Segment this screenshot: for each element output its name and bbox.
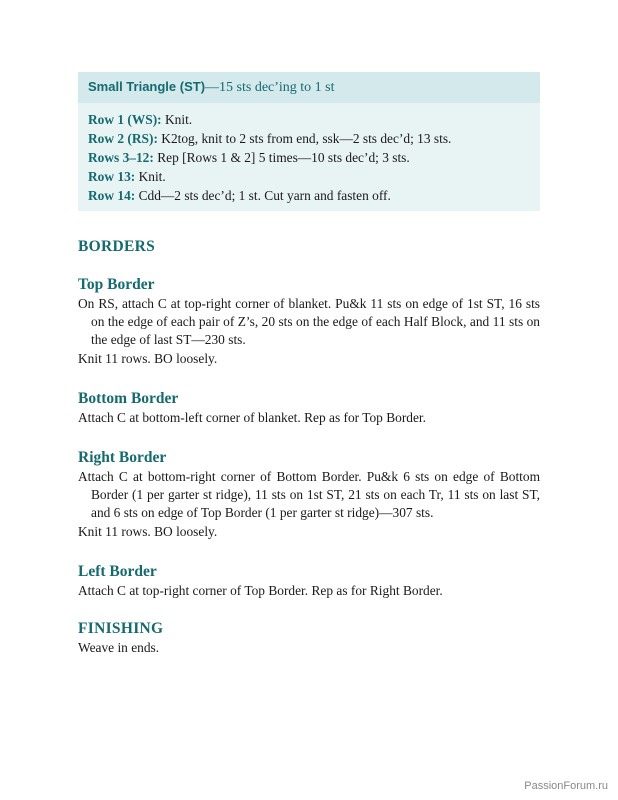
watermark: PassionForum.ru bbox=[524, 780, 608, 792]
bottom-border-heading: Bottom Border bbox=[78, 389, 179, 407]
row-13 bbox=[88, 167, 530, 186]
top-border-instructions: On RS, attach C at top-right corner of blanket. Pu&k 11 sts on edge of 1st ST, 16 sts on the edge of each pair of Z’s, 20 sts on the edge of each Half Block, and 11 sts on the edge of last ST—230 sts. bbox=[78, 296, 540, 348]
row-text: Rep [Rows 1 & 2] 5 times—10 sts dec’d; 3 sts. bbox=[153, 150, 410, 165]
pattern-content bbox=[78, 72, 540, 657]
right-border-heading: Right Border bbox=[78, 449, 167, 467]
right-border-instructions: Attach C at bottom-right corner of Bottom Border. Pu&k 6 sts on edge of Bottom Border (1 per garter st ridge), 11 sts on 1st ST, 21 sts on each Tr, 11 sts on last ST, and 6 sts on edge of Top Border (1 per garter st ridge)—307 sts. bbox=[78, 469, 540, 521]
top-border-finish: Knit 11 rows. BO loosely. bbox=[78, 350, 218, 366]
rows-3-12 bbox=[88, 148, 530, 167]
small-triangle-box bbox=[78, 72, 540, 211]
small-triangle-header bbox=[78, 72, 540, 103]
bottom-border-instructions: Attach C at bottom-left corner of blanket. Rep as for Top Border. bbox=[78, 409, 426, 425]
row-text: K2tog, knit to 2 sts from end, ssk—2 sts dec’d; 13 sts. bbox=[157, 131, 452, 146]
finishing-instructions: Weave in ends. bbox=[78, 640, 160, 656]
row-text: Knit. bbox=[135, 169, 166, 184]
small-triangle-subtitle: —15 sts dec’ing to 1 st bbox=[205, 80, 335, 95]
top-border-heading: Top Border bbox=[78, 276, 155, 293]
row-label: Rows 3–12: bbox=[88, 150, 154, 165]
borders-heading: BORDERS bbox=[78, 238, 156, 255]
row-label: Row 1 (WS): bbox=[88, 112, 162, 127]
finishing-heading: FINISHING bbox=[78, 620, 164, 638]
left-border-heading: Left Border bbox=[78, 562, 157, 580]
row-14 bbox=[88, 186, 530, 205]
small-triangle-title: Small Triangle (ST) bbox=[88, 79, 206, 94]
row-2 bbox=[88, 129, 530, 148]
row-text: Knit. bbox=[161, 112, 193, 127]
row-1 bbox=[88, 110, 530, 129]
row-text: Cdd—2 sts dec’d; 1 st. Cut yarn and fasten off. bbox=[135, 188, 391, 203]
left-border-instructions: Attach C at top-right corner of Top Border. Rep as for Right Border. bbox=[78, 582, 443, 598]
row-label: Row 13: bbox=[88, 169, 136, 184]
small-triangle-rows bbox=[78, 103, 540, 205]
row-label: Row 2 (RS): bbox=[88, 131, 158, 146]
row-label: Row 14: bbox=[88, 188, 136, 203]
right-border-finish: Knit 11 rows. BO loosely. bbox=[78, 523, 218, 539]
